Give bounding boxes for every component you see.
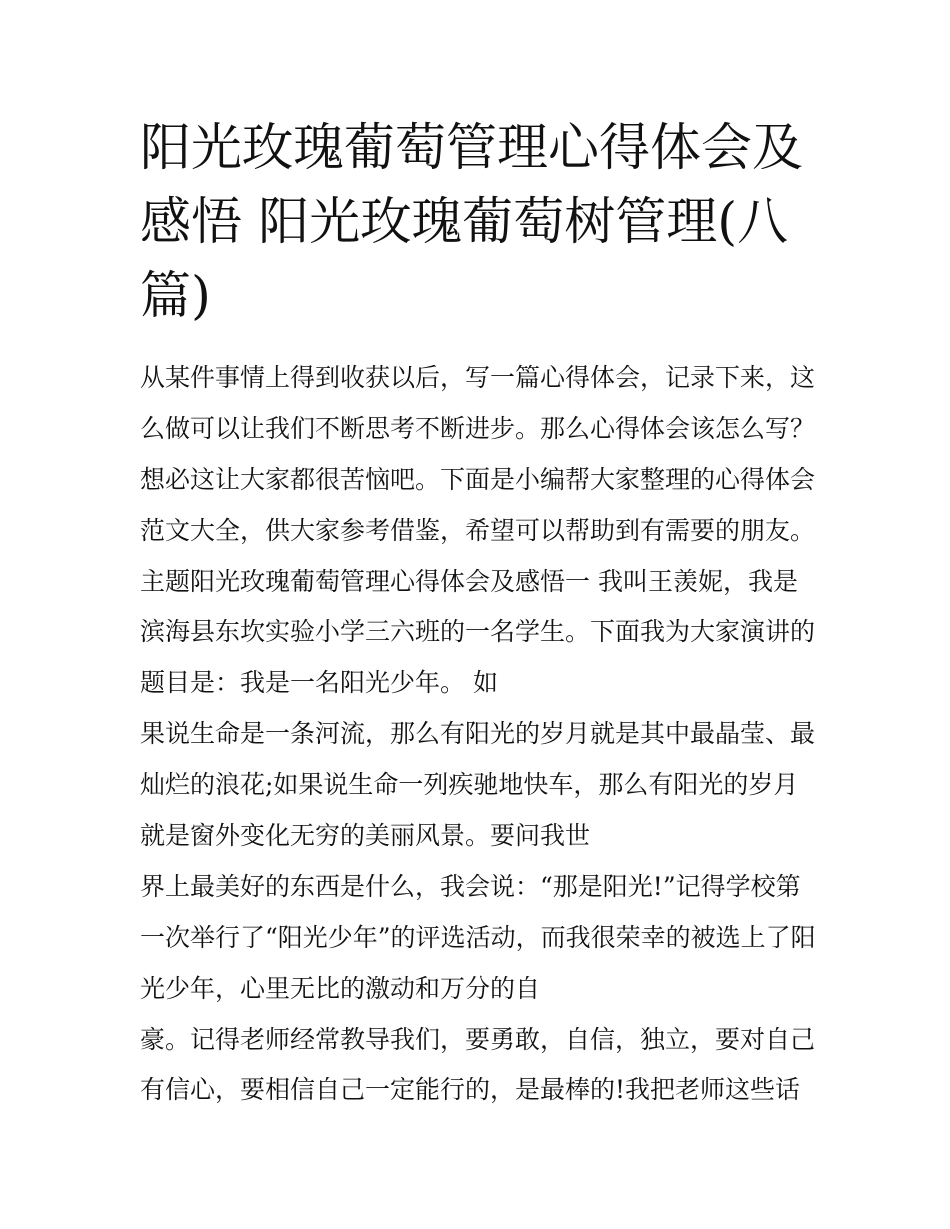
body-line: 范文大全，供大家参考借鉴，希望可以帮助到有需要的朋友。 <box>140 515 816 545</box>
body-line: 主题阳光玫瑰葡萄管理心得体会及感悟一 我叫王羡妮，我是 <box>140 566 798 596</box>
body-line: 有信心，要相信自己一定能行的，是最棒的!我把老师这些话 <box>140 1075 801 1105</box>
body-line: 界上最美好的东西是什么，我会说：“那是阳光!”记得学校第 <box>140 871 801 901</box>
body-line: 么做可以让我们不断思考不断进步。那么心得体会该怎么写？ <box>140 413 816 443</box>
body-line: 光少年，心里无比的激动和万分的自 <box>140 973 541 1003</box>
body-line: 灿烂的浪花;如果说生命一列疾驰地快车，那么有阳光的岁月 <box>140 770 799 800</box>
title-line: 感悟 阳光玫瑰葡萄树管理(八 <box>140 193 789 252</box>
body-line: 豪。记得老师经常教导我们，要勇敢，自信，独立，要对自己 <box>140 1024 816 1054</box>
body-line: 一次举行了“阳光少年”的评选活动，而我很荣幸的被选上了阳 <box>140 922 816 952</box>
title-line: 篇) <box>140 267 211 326</box>
title-line: 阳光玫瑰葡萄管理心得体会及 <box>140 119 804 178</box>
body-line: 滨海县东坎实验小学三六班的一名学生。下面我为大家演讲的 <box>140 617 816 647</box>
body-line: 从某件事情上得到收获以后，写一篇心得体会，记录下来，这 <box>140 363 816 392</box>
body-line: 想必这让大家都很苦恼吧。下面是小编帮大家整理的心得体会 <box>140 464 816 494</box>
body-line: 果说生命是一条河流，那么有阳光的岁月就是其中最晶莹、最 <box>140 719 816 749</box>
document-title <box>140 112 840 334</box>
document-body <box>140 353 830 1116</box>
body-line: 就是窗外变化无穷的美丽风景。要问我世 <box>140 821 591 851</box>
body-line: 题目是：我是一名阳光少年。 如 <box>140 668 498 698</box>
